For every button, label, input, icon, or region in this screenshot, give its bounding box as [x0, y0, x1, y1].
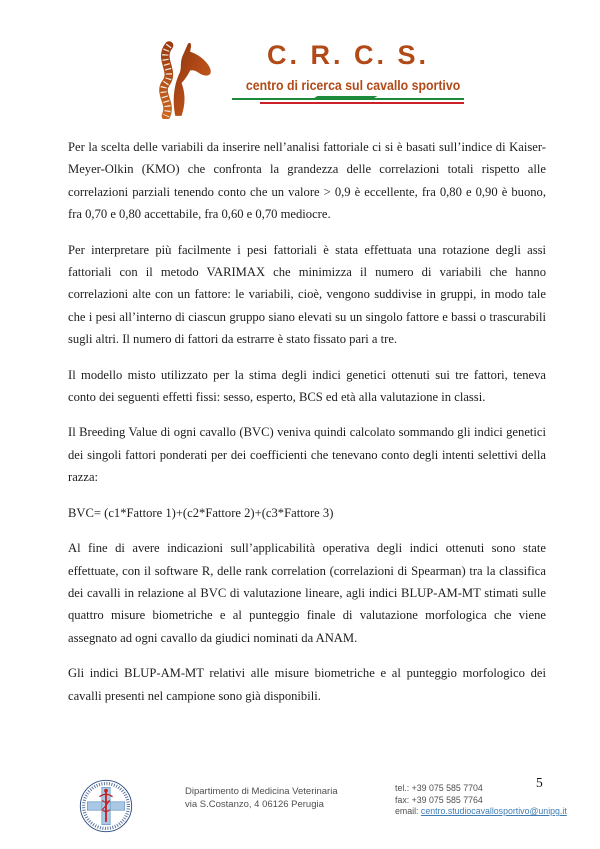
paragraph-rank-correlation: Al fine di avere indicazioni sull’applicabilità operativa degli indici ottenuti sono state effettuate, con il software R, delle rank correlation (correlazioni di Spearman) tra la classifica dei cavalli in relazione al BVC di valutazione lineare, agli indici BLUP-AM-MT stimati sulle quattro misure biometriche e al punteggio finale di valutazione morfologica che viene assegnato ad ogni cavallo da giudici nominati da ANAM. [68, 541, 546, 645]
document-body [68, 136, 546, 720]
bvc-formula: BVC= (c1*Fattore 1)+(c2*Fattore 2)+(c3*Fattore 3) [68, 505, 334, 520]
email-line [395, 806, 567, 818]
phone-line: tel.: +39 075 585 7704 [395, 783, 483, 793]
department-address: via S.Costanzo, 4 06126 Perugia [185, 799, 324, 810]
paragraph-kmo: Per la scelta delle variabili da inserire nell’analisi fattoriale ci si è basati sull’indice di Kaiser-Meyer-Olkin (KMO) che confronta la grandezza delle correlazioni totali rispetto alle correlazioni parziali tenendo conto che un valore > 0,9 è eccellente, fra 0,80 e 0,90 è buono, fra 0,70 e 0,80 accettabile, fra 0,60 e 0,70 mediocre. [68, 140, 546, 222]
university-seal-icon [78, 778, 134, 834]
email-label: email: [395, 806, 421, 816]
brand-block [232, 33, 464, 108]
department-name: Dipartimento di Medicina Veterinaria [185, 786, 338, 797]
email-link[interactable]: centro.studiocavallosportivo@unipg.it [420, 806, 567, 816]
page-footer [0, 774, 600, 849]
paragraph-blup-indices: Gli indici BLUP-AM-MT relativi alle misure biometriche e al punteggio morfologico dei cavalli presenti nel campione sono già disponibili. [68, 666, 546, 703]
org-name: centro di ricerca sul cavallo sportivo [245, 76, 461, 93]
flag-red-line [260, 102, 464, 104]
paragraph-mixed-model: Il modello misto utilizzato per la stima degli indici genetici ottenuti sui tre fattori, teneva conto dei seguenti effetti fissi: sesso, esperto, BCS ed età alla valutazione in classi. [68, 367, 546, 405]
fax-line: fax: +39 075 585 7764 [395, 794, 483, 805]
paragraph-varimax: Per interpretare più facilmente i pesi fattoriali è stata effettuata una rotazione degli assi fattoriali con il metodo VARIMAX che minimizza il numero di variabili che hanno correlazioni alte con un fattore: le variabili, cioè, vengono suddivise in gruppi, in modo tale che i pesi all’interno di ciascun gruppo siano elevati su un singolo fattore e bassi o trascurabili sugli altri. Il numero di fattori da estrarre è stato fissato pari a tre. [68, 242, 546, 347]
logo-header [0, 33, 600, 119]
horse-head-dna-icon [136, 33, 224, 119]
italian-flag-ribbon [232, 96, 464, 108]
page-number: 5 [536, 775, 543, 790]
department-block [185, 785, 338, 811]
paragraph-breeding-value: Il Breeding Value di ogni cavallo (BVC) veniva quindi calcolato sommando gli indici genetici dei singoli fattori ponderati per dei coefficienti che tenevano conto degli intenti selettivi della razza: [68, 425, 546, 485]
org-acronym: C. R. C. S. [266, 40, 429, 70]
